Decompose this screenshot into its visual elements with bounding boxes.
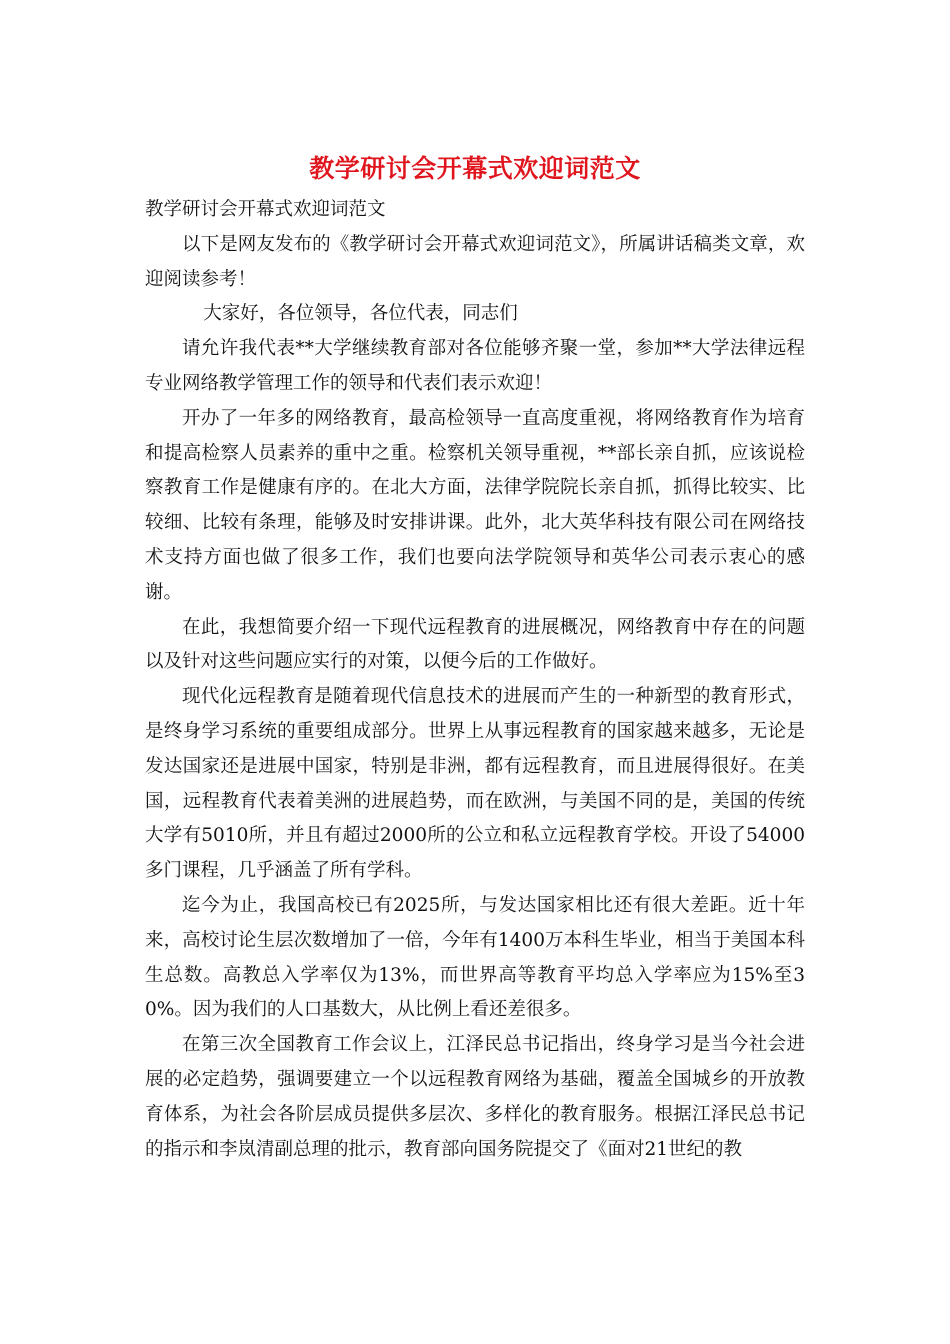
paragraph-network-education: 开办了一年多的网络教育，最高检领导一直高度重视，将网络教育作为培育和提高检察人员素养的重中之重。检察机关领导重视，**部长亲自抓，应该说检察教育工作是健康有序的。在北大方面，法律学院院长亲自抓，抓得比较实、比较细、比较有条理，能够及时安排讲课。此外，北大英华科技有限公司在网络技术支持方面也做了很多工作，我们也要向法学院领导和英华公司表示衷心的感谢。 [145,407,805,603]
paragraph-conference: 在第三次全国教育工作会议上，江泽民总书记指出，终身学习是当今社会进展的必定趋势，强调要建立一个以远程教育网络为基础，覆盖全国城乡的开放教育体系，为社会各阶层成员提供多层次、多样化的教育服务。根据江泽民总书记的指示和李岚清副总理的批示，教育部向国务院提交了《面对21世纪的教 [145,1034,805,1160]
paragraph-overview: 在此，我想简要介绍一下现代远程教育的进展概况，网络教育中存在的问题以及针对这些问题应实行的对策，以便今后的工作做好。 [145,616,805,673]
paragraph-intro: 以下是网友发布的《教学研讨会开幕式欢迎词范文》，所属讲话稿类文章，欢迎阅读参考！ [145,233,805,290]
document-body [145,193,805,1167]
paragraph-greeting: 大家好，各位领导，各位代表，同志们 [203,303,518,325]
document-title: 教学研讨会开幕式欢迎词范文 [309,154,641,183]
paragraph-modern-education: 现代化远程教育是随着现代信息技术的进展而产生的一种新型的教育形式，是终身学习系统的重要组成部分。世界上从事远程教育的国家越来越多，无论是发达国家还是进展中国家，特别是非洲，都有远程教育，而且进展得很好。在美国，远程教育代表着美洲的进展趋势，而在欧洲，与美国不同的是，美国的传统大学有5010所，并且有超过2000所的公立和私立远程教育学校。开设了54000多门课程，几乎涵盖了所有学科。 [145,686,805,882]
paragraph-subtitle: 教学研讨会开幕式欢迎词范文 [145,199,386,220]
paragraph-welcome: 请允许我代表**大学继续教育部对各位能够齐聚一堂，参加**大学法律远程专业网络教学管理工作的领导和代表们表示欢迎！ [145,338,805,394]
paragraph-china-universities: 迄今为止，我国高校已有2025所，与发达国家相比还有很大差距。近十年来，高校讨论生层次数增加了一倍，今年有1400万本科生毕业，相当于美国本科生总数。高教总入学率仅为13%，而世界高等教育平均总入学率应为15%至30%。因为我们的人口基数大，从比例上看还差很多。 [145,894,805,1021]
